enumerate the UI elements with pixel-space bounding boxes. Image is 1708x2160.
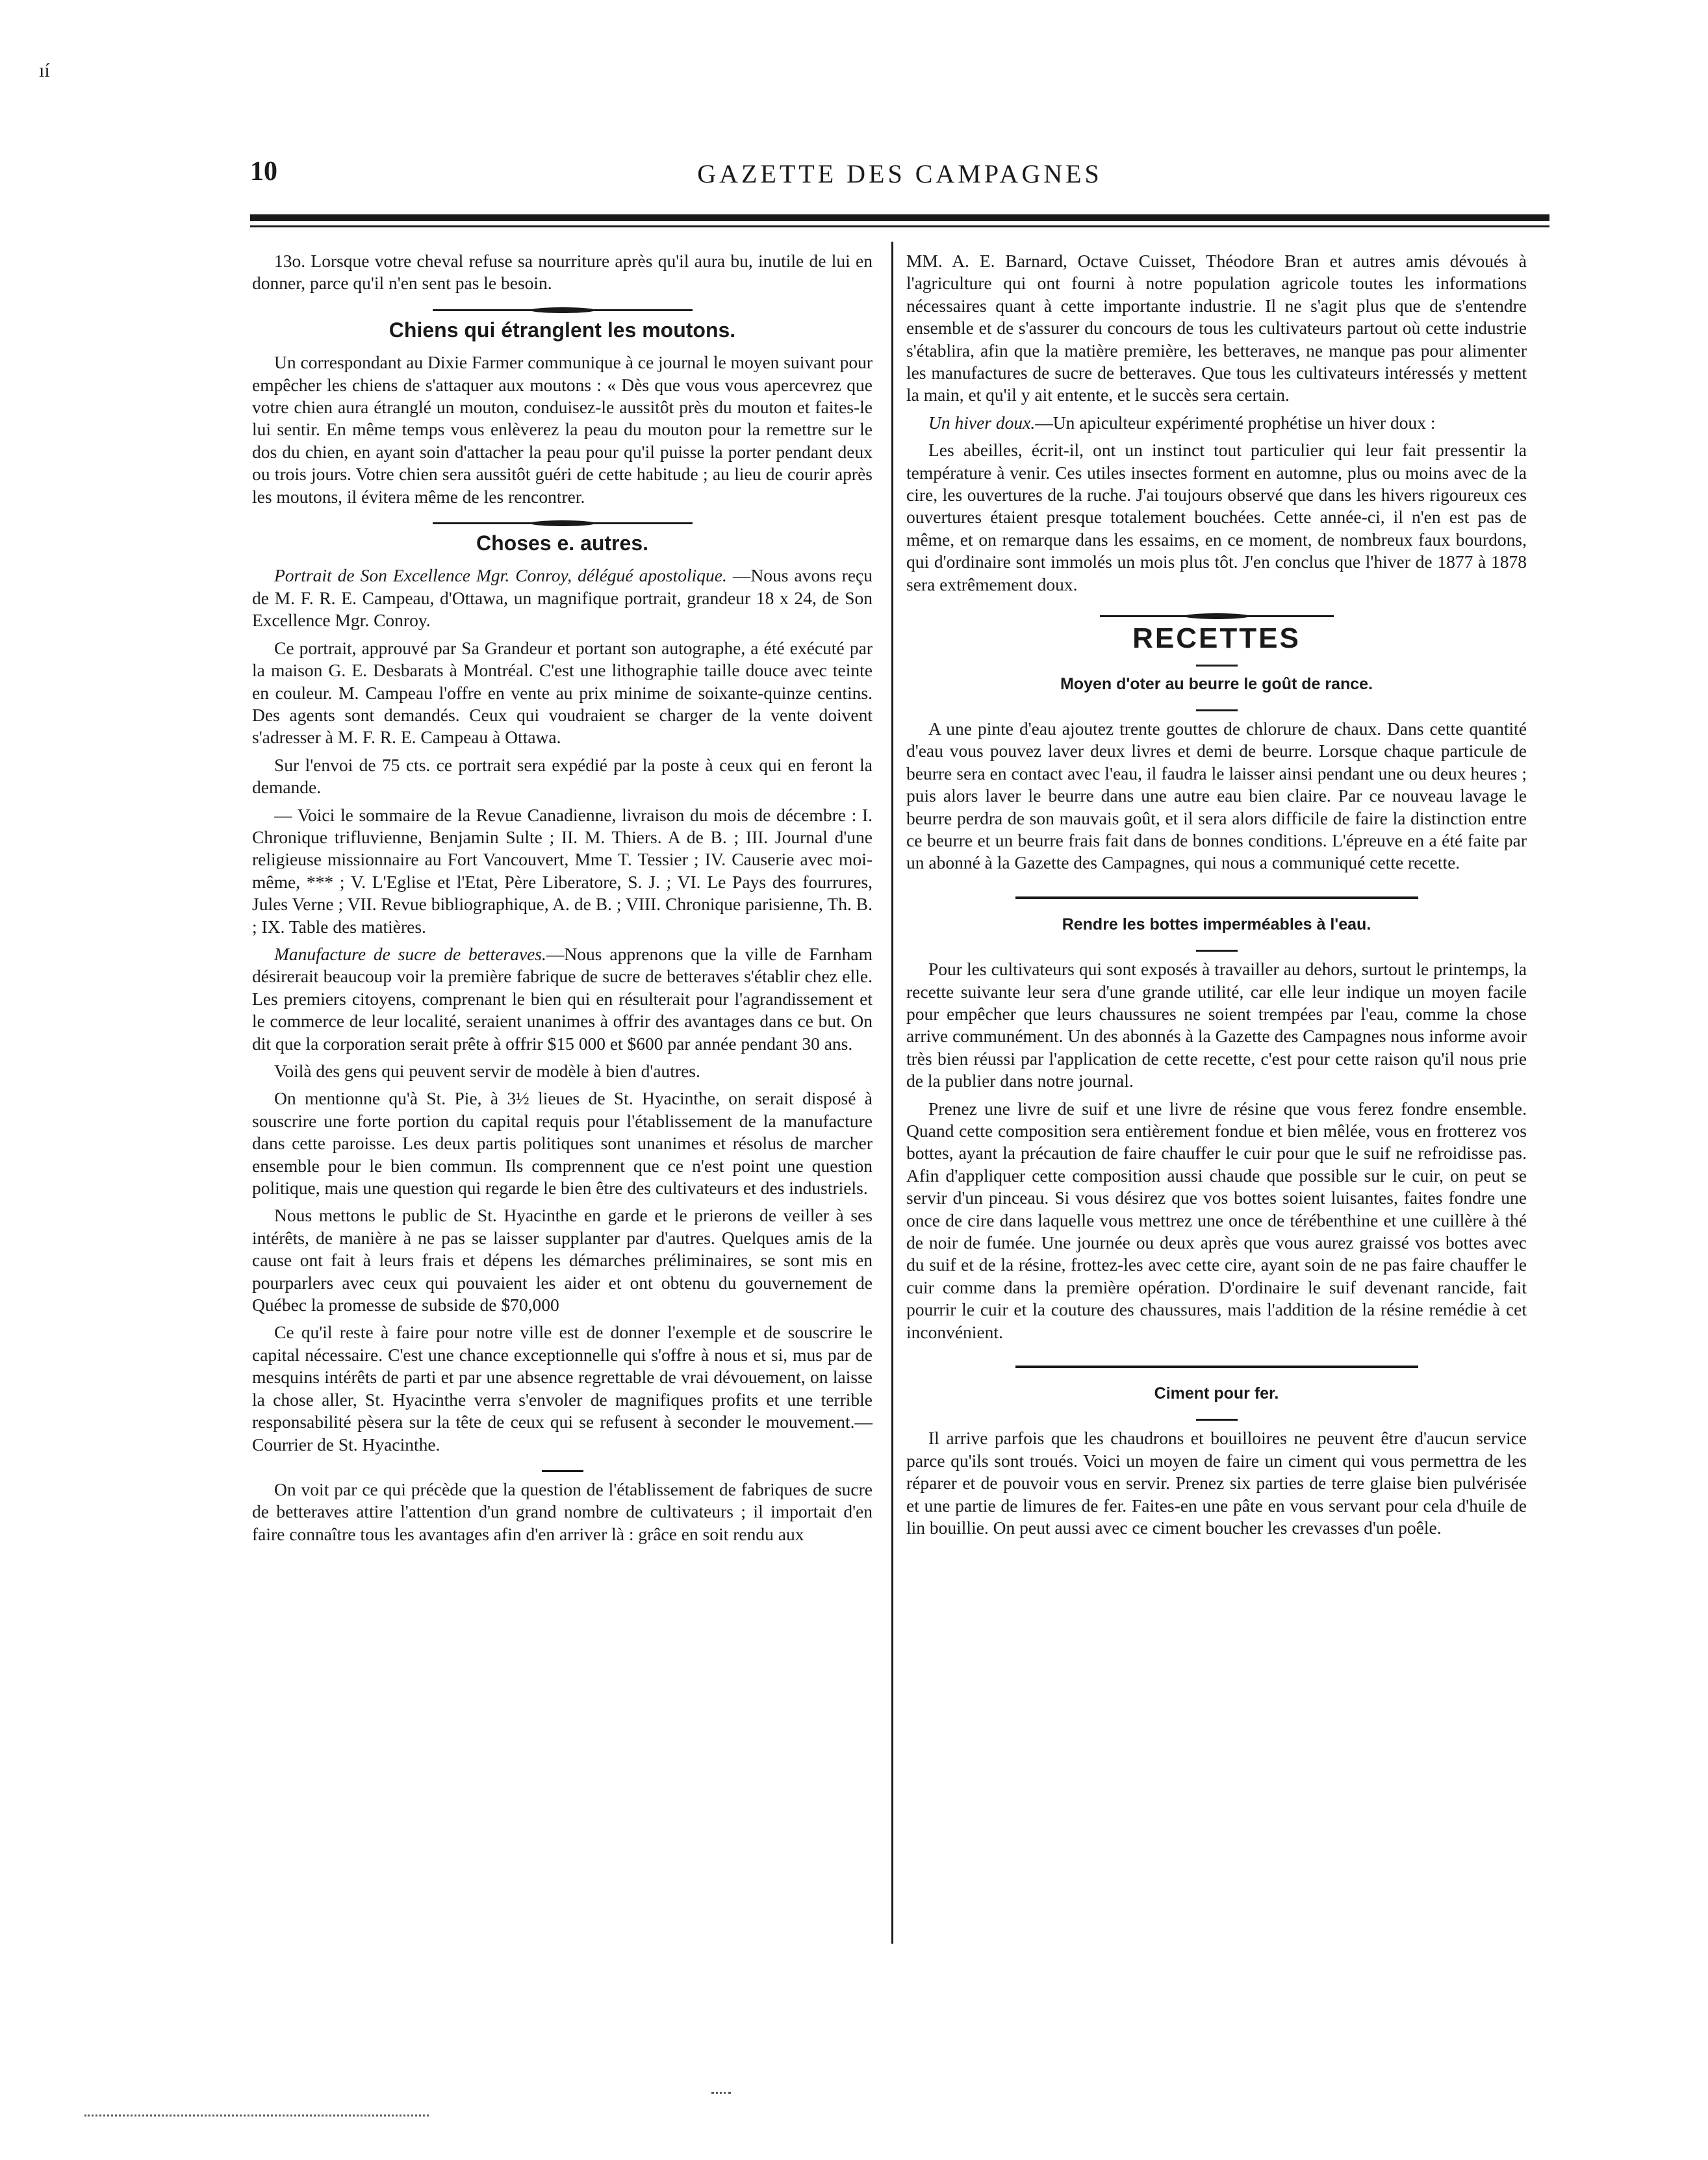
beurre-paragraph: A une pinte d'eau ajoutez trente gouttes de chlorure de chaux. Dans cette quantité d'eau vous pouvez laver deux livres et demi de beurre. Lorsque chaque particule de beurre sera en contact avec l'eau, il faudra le laisser ainsi pendant une ou deux heures ; puis alors laver le beurre dans une autre eau bien claire. Par ce nouveau lavage le beurre perdra de son mauvais goût, et il sera alors difficile de faire la distinction entre ce beurre et un beurre frais fait dans de bonnes conditions. L'épreuve en a été faite par un abonné à la Gazette des Campagnes, qui nous a communiqué cette recette. <box>906 718 1527 873</box>
section-title-choses: Choses e. autres. <box>476 531 648 555</box>
print-artifact <box>84 2115 429 2116</box>
portrait-paragraph <box>252 565 873 631</box>
ciment-paragraph: Il arrive parfois que les chaudrons et bouilloires ne peuvent être d'aucun service parce qu'ils sont troués. Voici un moyen de faire un ciment qui vous permettra de les réparer et de pouvoir vous en servir. Prenez six parties de terre glaise bien pulvérisée et une partie de limures de fer. Faites-en une pâte en vous servant pour cela d'huile de lin bouillie. On peut aussi avec ce ciment boucher les crevasses d'un poêle. <box>906 1428 1527 1538</box>
margin-mark: ıí <box>39 60 50 81</box>
chiens-paragraph: Un correspondant au Dixie Farmer communique à ce journal le moyen suivant pour empêcher les chiens de s'attaquer aux moutons : « Dès que vous vous apercevrez que votre chien aura étranglé un mouton, conduisez-le aussitôt près du mouton et faites-le lui sentir. En même temps vous enlèverez la peau du mouton pour la remettre sur le dos du chien, en ayant soin d'attacher la peau pour qu'il puisse la porter pendant deux ou trois jours. Votre chien sera aussitôt guéri de cette habitude ; au lieu de courir après les moutons, il évitera même de les rencontrer. <box>252 352 873 507</box>
manufacture-heading: Manufacture de sucre de betteraves. <box>274 943 546 964</box>
portrait-paragraph-3: Sur l'envoi de 75 cts. ce portrait sera expédié par la poste à ceux qui en feront la demande. <box>252 754 873 798</box>
hiver-paragraph <box>906 412 1527 434</box>
section-separator <box>1100 615 1334 617</box>
section-separator <box>433 522 693 524</box>
hiver-intro: —Un apiculteur expérimenté prophétise un hiver doux : <box>1035 412 1436 433</box>
section-title-chiens: Chiens qui étranglent les moutons. <box>389 318 736 342</box>
column-divider <box>891 242 893 1944</box>
revue-paragraph: — Voici le sommaire de la Revue Canadienne, livraison du mois de décembre : I. Chronique trifluvienne, Benjamin Sulte ; II. M. Thiers. A de B. ; III. Journal d'une religieuse missionnaire au Fort Vancouvert, Mme T. Tessier ; IV. Causerie avec moi-même, *** ; V. L'Eglise et l'Etat, Père Liberatore, S. J. ; VI. Le Pays des fourrures, Jules Verne ; VII. Revue bibliographique, A. de B. ; VIII. Chronique parisienne, Th. B. ; IX. Table des matières. <box>252 804 873 937</box>
hiver-heading: Un hiver doux. <box>928 412 1036 433</box>
portrait-heading: Portrait de Son Excellence Mgr. Conroy, délégué apostolique. <box>274 565 727 586</box>
bottes-paragraph-2: Prenez une livre de suif et une livre de résine que vous ferez fondre ensemble. Quand cette composition sera entièrement fondue et bien mêlée, vous en frotterez vos bottes, ayant la précaution de faire chauffer le cuir pour que le suif ne refroidisse pas. Afin d'appliquer cette composition aussi chaude que possible sur le cuir, on peut se servir d'un pinceau. Si vous désirez que vos bottes soient luisantes, faites fondre une once de cire dans laquelle vous mettrez une once de térébenthine et une cuillère à thé de noir de fumée. Une journée ou deux après que vous aurez graissé vos bottes avec du suif et de la résine, frottez-les avec cette cire, ayant soin de ne pas faire chauffer le cuir comme dans la première opération. D'ordinaire le suif devenant rancide, fait pourrir le cuir et la couture des chaussures, mais l'addition de la résine remédie à cet inconvénient. <box>906 1098 1527 1342</box>
right-column <box>906 250 1527 1545</box>
recipe-title-bottes: Rendre les bottes imperméables à l'eau. <box>1062 915 1371 934</box>
header-rule-thin <box>250 225 1549 227</box>
manufacture-text: —Nous apprenons que la ville de Farnham désirerait beaucoup voir la première fabrique de sucre de betteraves s'établir chez elle. Les premiers citoyens, comprenant le bien qui en résulterait pour l'agrandissement et le commerce de leur localité, seraient unanimes à offrir des avantages dans ce but. On dit que la corporation serait prête à offrir $15 000 et $600 par année pendant 30 ans. <box>252 943 873 1054</box>
left-column <box>252 250 873 1551</box>
hiver-body: Les abeilles, écrit-il, ont un instinct tout particulier qui leur fait pressentir la température à venir. Ces utiles insectes forment en automne, plus ou moins avec de la cire, les ouvertures de la ruche. J'ai toujours observé que dans les hivers rigoureux ces ouvertures étaient presque totalement bouchées. Cette année-ci, il n'en est pas de même, et on remarque dans les essaims, en ce moment, de nombreux faux bourdons, qui d'ordinaire sont immolés un mois plus tôt. J'en conclus que l'hiver de 1877 à 1878 sera extrêmement doux. <box>906 440 1527 594</box>
recipe-separator <box>1015 1366 1418 1368</box>
running-title: GAZETTE DES CAMPAGNES <box>697 159 1103 188</box>
conclusion-paragraph: On voit par ce qui précède que la question de l'établissement de fabriques de sucre de betteraves attire l'attention d'un grand nombre de cultivateurs ; il importait d'en faire connaître tous les avantages afin d'en arriver là : grâce en soit rendu aux <box>252 1479 873 1544</box>
intro-paragraph: 13o. Lorsque votre cheval refuse sa nourriture après qu'il aura bu, inutile de lui en donner, parce qu'il n'en sent pas le besoin. <box>252 251 873 294</box>
portrait-text: —Nous avons reçu de M. F. R. E. Campeau, d'Ottawa, un magnifique portrait, grandeur 18 x 24, de Son Excellence Mgr. Conroy. <box>252 565 873 631</box>
bottes-paragraph: Pour les cultivateurs qui sont exposés à travailler au dehors, surtout le printemps, la recette suivante leur sera d'une grande utilité, car elle leur indique un moyen facile pour empêcher que leurs chaussures ne soient trempées par l'eau, comme la chose arrive communément. Un des abonnés à la Gazette des Campagnes nous informe avoir très bien réussi par l'application de cette recette, c'est pour cette raison qu'il nous prie de la publier dans notre journal. <box>906 959 1527 1091</box>
manufacture-paragraph-5: Ce qu'il reste à faire pour notre ville est de donner l'exemple et de souscrire le capital nécessaire. C'est une chance exceptionnelle qui s'offre à nous et si, mus par de mesquins intérêts de parti et par une absence regrettable de vrai dévouement, on laisse la chose aller, St. Hyacinthe verra s'envoler de magnifiques profits et une terrible responsabilité pèsera sur la tête de ceux qui se refusent à seconder le mouvement.—Courrier de St. Hyacinthe. <box>252 1322 873 1455</box>
header-rule-thick <box>250 214 1549 221</box>
short-separator <box>542 1470 583 1472</box>
manufacture-paragraph <box>252 943 873 1055</box>
recipe-separator <box>1015 896 1418 899</box>
section-separator <box>433 309 693 311</box>
section-title-recettes: RECETTES <box>1132 622 1301 655</box>
recipe-title-ciment: Ciment pour fer. <box>1154 1384 1279 1403</box>
manufacture-paragraph-2: Voilà des gens qui peuvent servir de modèle à bien d'autres. <box>274 1061 700 1081</box>
portrait-paragraph-2: Ce portrait, approuvé par Sa Grandeur et portant son autographe, a été exécuté par la maison G. E. Desbarats à Montréal. C'est une lithographie taille douce avec teinte en couleur. M. Campeau l'offre en vente au prix minime de soixante-quinze centins. Des agents sont demandés. Ceux qui voudraient se charger de la vente doivent s'adresser à M. F. R. E. Campeau à Ottawa. <box>252 637 873 748</box>
page-header <box>250 156 1549 195</box>
short-separator <box>1196 709 1238 711</box>
print-artifact <box>711 2092 731 2094</box>
short-separator <box>1196 950 1238 952</box>
manufacture-paragraph-3: On mentionne qu'à St. Pie, à 3½ lieues de St. Hyacinthe, on serait disposé à souscrire une forte portion du capital requis pour l'établissement de la manufacture dans cette paroisse. Les deux partis politiques sont unanimes et résolus de marcher ensemble pour le bien commun. Ils comprennent que ce n'est point une question politique, mais une question qui regarde le bien être des cultivateurs et des industriels. <box>252 1088 873 1199</box>
continuation-paragraph: MM. A. E. Barnard, Octave Cuisset, Théodore Bran et autres amis dévoués à l'agriculture qui ont fourni à notre population agricole toutes les informations nécessaires quant à cette importante industrie. Il ne s'agit plus que de s'entendre ensemble et de s'assurer du concours de tous les cultivateurs partout où cette industrie s'établira, afin que la matière première, les betteraves, ne manque pas pour alimenter les manufactures de sucre de betteraves. Que tous les cultivateurs intéressés y mettent la main, et qu'il y ait entente, et le succès sera certain. <box>906 251 1527 405</box>
short-separator <box>1196 1419 1238 1421</box>
recipe-title-beurre: Moyen d'oter au beurre le goût de rance. <box>1060 674 1373 693</box>
short-separator <box>1196 665 1238 667</box>
page-number: 10 <box>250 157 277 186</box>
manufacture-paragraph-4: Nous mettons le public de St. Hyacinthe en garde et le prierons de veiller à ses intérêts, de manière à ne pas se laisser supplanter par d'autres. Quelques amis de la cause ont fait à leurs frais et dépens les démarches préliminaires, se sont mis en pourparlers avec ceux qui pouvaient les aider et ont obtenu du gouvernement de Québec la promesse de subside de $70,000 <box>252 1205 873 1315</box>
